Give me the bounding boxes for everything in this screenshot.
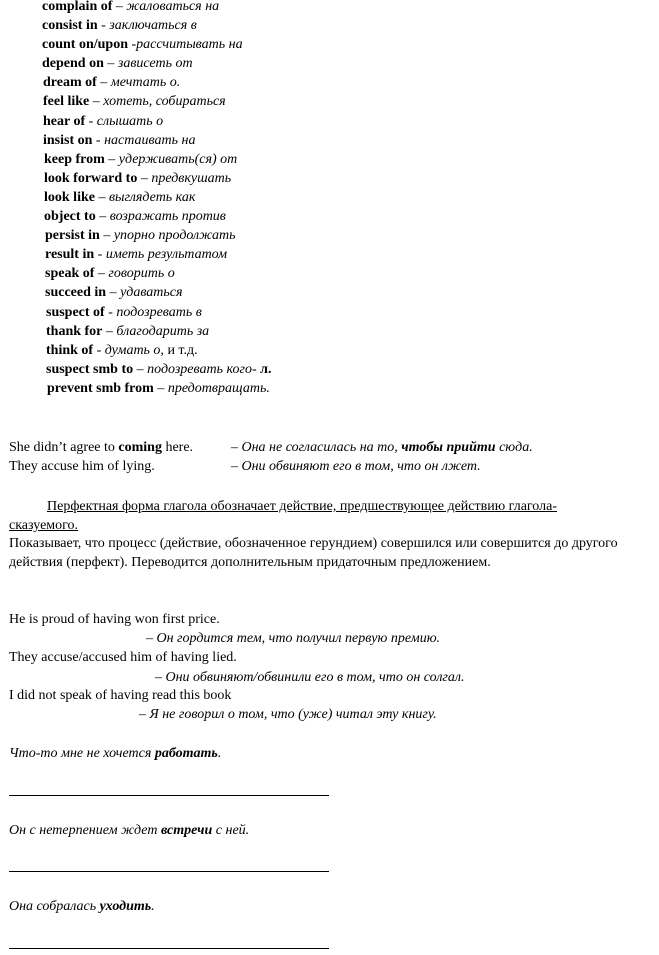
vocab-item xyxy=(43,131,271,150)
vocab-translation: настаивать на xyxy=(104,132,196,148)
vocab-translation: выглядеть как xyxy=(108,189,196,205)
vocab-sep: - xyxy=(104,304,117,320)
vocab-term: consist in xyxy=(42,18,98,34)
vocab-sep: – xyxy=(95,209,110,225)
vocab-translation: подозревать в xyxy=(116,304,202,320)
example-line-en: They accuse him of lying. xyxy=(9,459,155,474)
vocab-item xyxy=(44,188,271,207)
vocab-item xyxy=(44,169,271,188)
vocab-term: look like xyxy=(44,189,95,205)
vocab-item xyxy=(45,264,271,283)
vocab-item xyxy=(46,360,271,379)
vocab-translation: удерживать(ся) от xyxy=(118,151,238,167)
vocab-item xyxy=(43,73,271,92)
vocab-item xyxy=(43,112,271,131)
example-line-ru: – Они обвиняют его в том, что он лжет. xyxy=(231,459,481,474)
vocab-item xyxy=(44,150,271,169)
vocab-sep: – xyxy=(153,380,168,396)
example-line-ru xyxy=(231,438,533,457)
vocab-translation: благодарить за xyxy=(116,323,210,339)
vocab-sep: – xyxy=(99,228,114,244)
vocab-translation: заключаться в xyxy=(109,18,197,34)
vocab-sep: - xyxy=(127,37,137,53)
exercise-keyword: работать xyxy=(154,746,218,761)
vocab-sep: – xyxy=(94,189,109,205)
vocab-translation: говорить о xyxy=(108,266,175,282)
vocab-term: insist on xyxy=(43,132,93,148)
exercise-sentence xyxy=(9,821,249,840)
vocab-item xyxy=(45,245,271,264)
vocab-sep: - xyxy=(85,113,97,129)
vocab-item xyxy=(45,283,271,302)
exercise-keyword: встречи xyxy=(160,823,213,838)
vocab-sep: - xyxy=(92,132,105,148)
section-heading-cont: сказуемого. xyxy=(9,518,79,533)
vocab-translation: жаловаться на xyxy=(126,0,220,14)
example-text: here. xyxy=(161,440,194,455)
vocab-translation: слышать о xyxy=(96,113,164,129)
answer-line[interactable] xyxy=(9,948,329,949)
section-heading: Перфектная форма глагола обозначает действие, предшествующее действию глагола- xyxy=(47,499,557,514)
vocab-item xyxy=(46,341,271,360)
vocab-term: look forward to xyxy=(44,170,138,186)
vocab-sep: – xyxy=(89,94,104,110)
vocab-sep: – xyxy=(104,151,119,167)
vocab-term: feel like xyxy=(43,94,90,110)
vocab-item xyxy=(42,54,271,73)
vocab-translation: мечтать о. xyxy=(110,75,181,91)
vocab-translation: возражать против xyxy=(109,209,226,225)
vocab-term: think of xyxy=(46,342,94,358)
vocab-item xyxy=(43,92,271,111)
vocab-item xyxy=(42,16,271,35)
vocab-item xyxy=(44,207,271,226)
example-translation: сюда. xyxy=(495,440,533,455)
vocab-translation: иметь результатом xyxy=(105,247,228,263)
vocab-translation: подозревать кого- xyxy=(147,361,261,377)
vocab-item xyxy=(46,303,271,322)
vocab-sep: - xyxy=(93,342,105,358)
exercise-sentence xyxy=(9,744,221,763)
vocab-sep: – xyxy=(94,266,109,282)
vocab-translation: предвкушать xyxy=(151,170,232,186)
vocab-translation: удаваться xyxy=(120,285,183,301)
vocab-term: thank for xyxy=(46,323,103,339)
vocab-term: object to xyxy=(44,209,96,225)
example-line-ru: – Они обвиняют/обвинили его в том, что он солгал. xyxy=(155,670,465,685)
exercise-text: Что-то мне не хочется xyxy=(9,746,155,761)
vocab-sep: - xyxy=(94,247,106,263)
vocab-item xyxy=(42,35,271,54)
example-line-ru: – Я не говорил о том, что (уже) читал эту книгу. xyxy=(139,707,437,722)
vocab-term: count on/upon xyxy=(42,37,128,53)
vocab-term: succeed in xyxy=(45,285,107,301)
example-line-ru: – Он гордится тем, что получил первую премию. xyxy=(146,631,441,646)
exercise-keyword: уходить xyxy=(99,899,152,914)
vocab-term: depend on xyxy=(42,56,104,72)
vocab-term: suspect smb to xyxy=(46,361,134,377)
answer-line[interactable] xyxy=(9,871,329,872)
example-line-en: He is proud of having won first price. xyxy=(9,612,220,627)
vocab-suffix: и т.д. xyxy=(163,342,198,358)
example-line-en: I did not speak of having read this book xyxy=(9,688,232,703)
exercise-text: . xyxy=(217,746,222,761)
vocab-term: speak of xyxy=(45,266,95,282)
vocab-sep: – xyxy=(96,75,111,91)
example-translation: – Она не согласилась на то, xyxy=(231,440,402,455)
vocab-translation: рассчитывать на xyxy=(136,37,243,53)
vocab-item xyxy=(42,0,271,16)
vocab-translation: предотвращать. xyxy=(167,380,270,396)
vocab-translation: думать о, xyxy=(104,342,164,358)
vocab-term: complain of xyxy=(42,0,113,14)
vocab-suffix: л. xyxy=(260,361,272,377)
vocab-item xyxy=(46,322,271,341)
section-body: Показывает, что процесс (действие, обозначенное герундием) совершился или совершится до другого действия (перфект). Переводится дополнительным придаточным предложением. xyxy=(9,536,618,570)
vocab-sep: – xyxy=(112,0,127,14)
exercise-text: Он с нетерпением ждет xyxy=(9,823,161,838)
vocab-item xyxy=(45,226,271,245)
vocab-sep: – xyxy=(102,323,117,339)
vocab-sep: - xyxy=(97,18,110,34)
example-translation-emphasis: чтобы прийти xyxy=(401,440,496,455)
vocab-sep: – xyxy=(106,285,121,301)
vocabulary-list xyxy=(38,0,271,398)
vocab-sep: – xyxy=(133,361,148,377)
vocab-sep: – xyxy=(137,170,152,186)
exercise-text: . xyxy=(151,899,155,914)
exercise-text: с ней. xyxy=(212,823,250,838)
example-gerund: coming xyxy=(118,440,162,455)
vocab-term: dream of xyxy=(43,75,97,91)
vocab-sep: – xyxy=(103,56,118,72)
vocab-translation: упорно продолжать xyxy=(113,228,236,244)
answer-line[interactable] xyxy=(9,795,329,796)
vocab-item xyxy=(47,379,271,398)
example-line-en xyxy=(9,438,193,457)
example-line-en: They accuse/accused him of having lied. xyxy=(9,650,237,665)
vocab-term: keep from xyxy=(44,151,105,167)
example-text: She didn’t agree to xyxy=(9,440,119,455)
vocab-term: result in xyxy=(45,247,95,263)
vocab-term: persist in xyxy=(45,228,100,244)
exercise-sentence xyxy=(9,897,155,916)
exercise-text: Она собралась xyxy=(9,899,100,914)
vocab-translation: зависеть от xyxy=(117,56,193,72)
vocab-term: suspect of xyxy=(46,304,105,320)
vocab-term: hear of xyxy=(43,113,86,129)
vocab-translation: хотеть, собираться xyxy=(103,94,226,110)
vocab-term: prevent smb from xyxy=(47,380,154,396)
